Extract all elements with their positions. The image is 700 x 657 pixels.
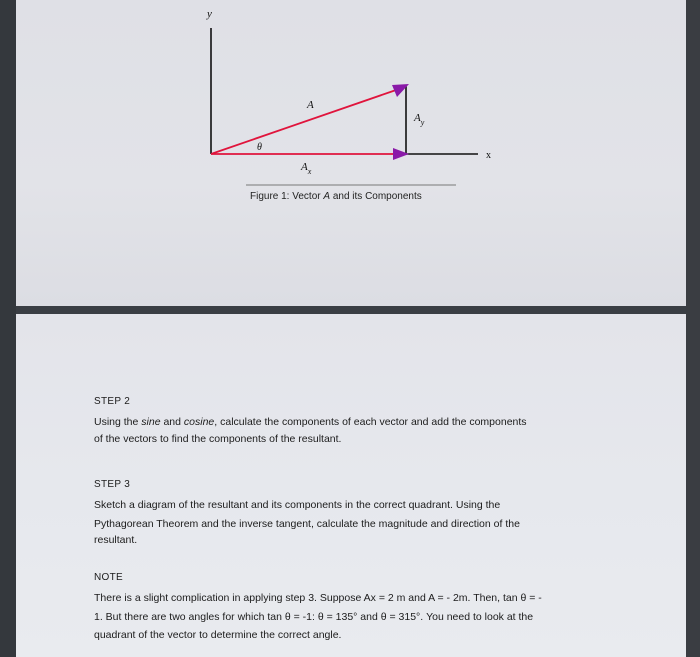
- note-heading: NOTE: [94, 572, 123, 583]
- step3-line2: Pythagorean Theorem and the inverse tangent, calculate the magnitude and direction of the: [94, 518, 520, 530]
- sheet-divider: [16, 306, 686, 314]
- step2-heading: STEP 2: [94, 396, 131, 407]
- caption-suffix: and its Components: [330, 191, 422, 202]
- note-line2: 1. But there are two angles for which tan θ = -1: θ = 135° and θ = 315°. You need to look at the: [94, 611, 534, 623]
- component-y-label: $A_y$: [414, 112, 425, 127]
- note-line3: quadrant of the vector to determine the correct angle.: [94, 629, 342, 641]
- caption-vector: A: [323, 191, 331, 202]
- step3-line1: Sketch a diagram of the resultant and its components in the correct quadrant. Using the: [94, 499, 501, 511]
- step2-line1: Using the sine and cosine, calculate the components of each vector and add the components: [94, 416, 527, 428]
- caption-prefix: Figure 1: Vector: [250, 191, 324, 202]
- axis-y-label: y: [207, 8, 212, 20]
- step3-line3: resultant.: [94, 534, 138, 546]
- axis-x-label: x: [486, 150, 491, 161]
- vector-a-line: [211, 89, 399, 154]
- vector-figure: [0, 0, 700, 306]
- note-line1: There is a slight complication in applying step 3. Suppose Ax = 2 m and A = - 2m. Then, tan θ = -: [94, 592, 542, 604]
- angle-label: θ: [257, 142, 262, 153]
- component-x-label: $A_x$: [301, 161, 312, 176]
- vector-a-label: A: [307, 99, 314, 111]
- figure-caption: [250, 191, 422, 202]
- step3-heading: STEP 3: [94, 479, 131, 490]
- step2-line2: of the vectors to find the components of the resultant.: [94, 433, 342, 445]
